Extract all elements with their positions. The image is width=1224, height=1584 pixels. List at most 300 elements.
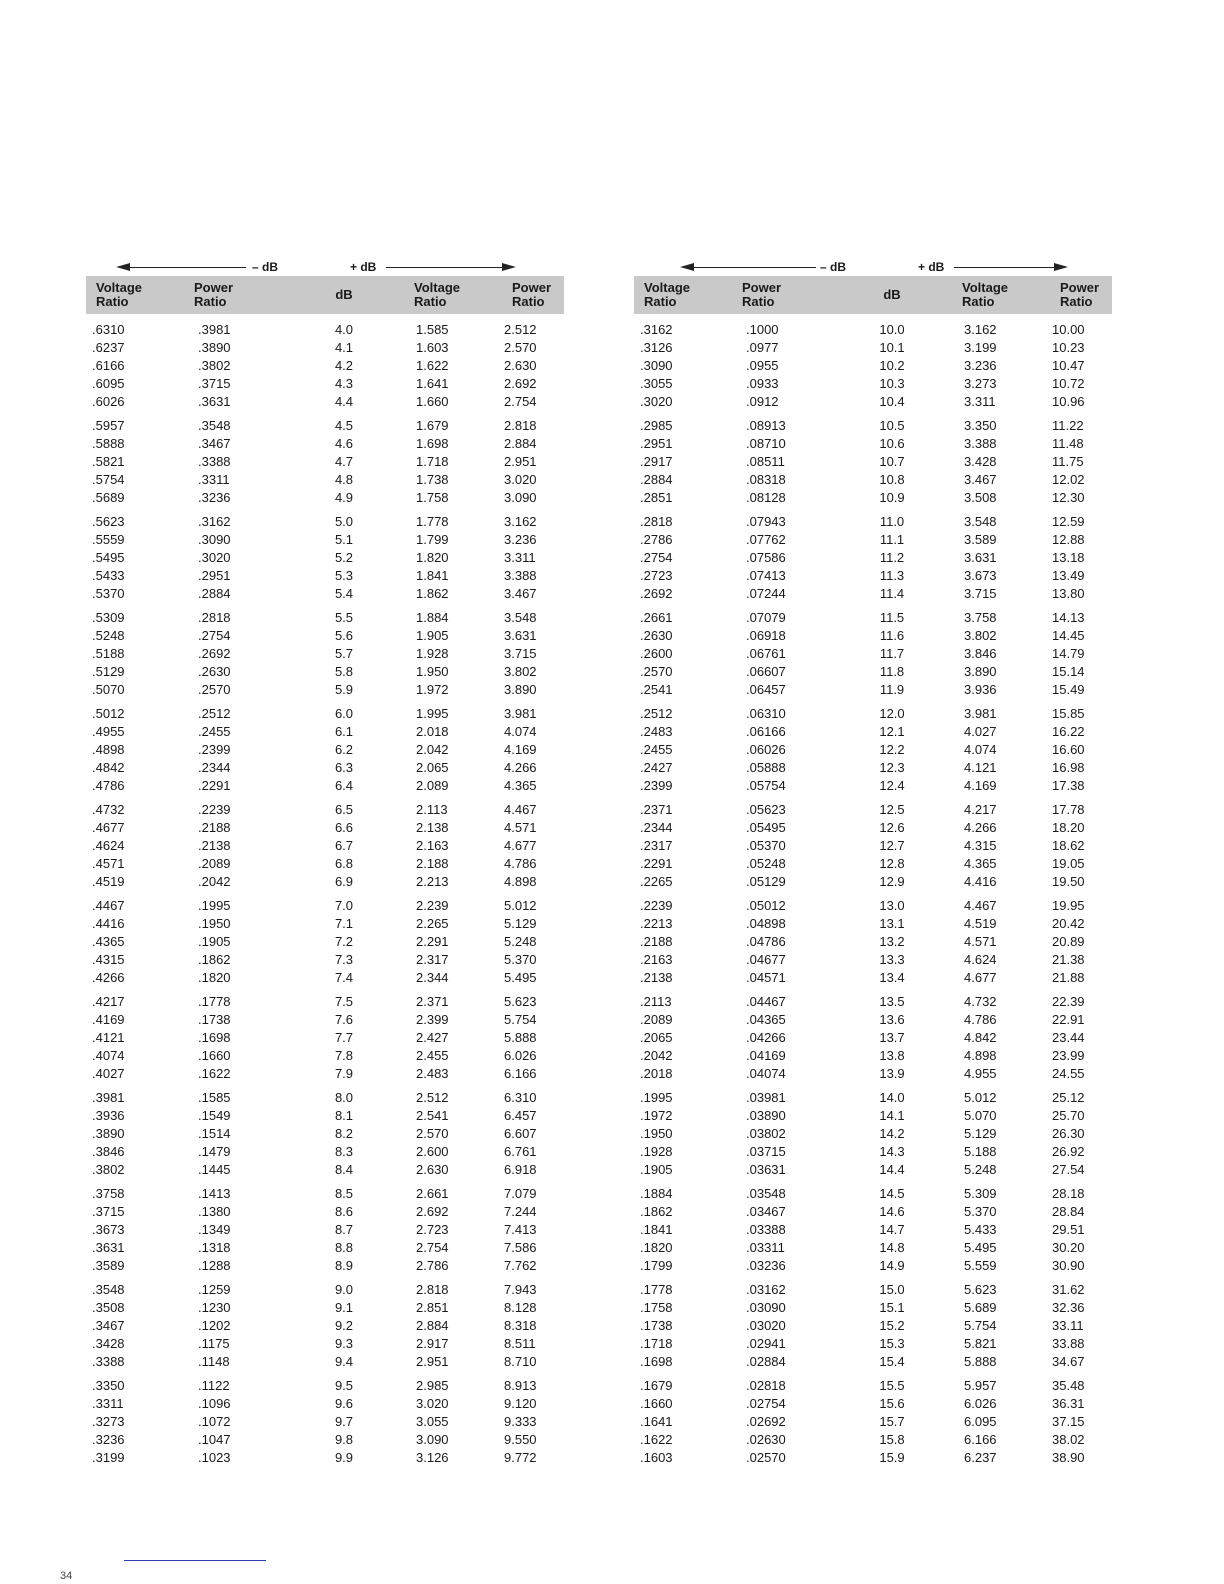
cell-power-ratio-pos: 4.169 xyxy=(504,741,537,757)
table-row xyxy=(634,1316,1112,1334)
cell-power-ratio-neg: .3236 xyxy=(198,489,231,505)
cell-db: 7.4 xyxy=(334,969,354,985)
cell-power-ratio-neg: .08511 xyxy=(746,453,785,469)
cell-voltage-ratio-pos: 2.483 xyxy=(416,1065,449,1081)
cell-voltage-ratio-pos: 4.217 xyxy=(964,801,997,817)
cell-voltage-ratio-neg: .3090 xyxy=(640,357,673,373)
table-row xyxy=(86,338,564,356)
cell-power-ratio-neg: .1445 xyxy=(198,1161,231,1177)
cell-voltage-ratio-pos: 2.018 xyxy=(416,723,449,739)
table-row xyxy=(86,680,564,698)
cell-voltage-ratio-neg: .4121 xyxy=(92,1029,125,1045)
cell-power-ratio-neg: .1950 xyxy=(198,915,231,931)
cell-voltage-ratio-neg: .4842 xyxy=(92,759,125,775)
cell-db: 10.8 xyxy=(879,471,905,487)
cell-voltage-ratio-neg: .2917 xyxy=(640,453,673,469)
cell-power-ratio-neg: .06918 xyxy=(746,627,786,643)
cell-voltage-ratio-neg: .2265 xyxy=(640,873,673,889)
cell-power-ratio-neg: .03715 xyxy=(746,1143,786,1159)
cell-voltage-ratio-neg: .1862 xyxy=(640,1203,673,1219)
cell-db: 10.2 xyxy=(879,357,905,373)
cell-voltage-ratio-neg: .4416 xyxy=(92,915,125,931)
cell-voltage-ratio-pos: 1.585 xyxy=(416,321,449,337)
cell-voltage-ratio-neg: .3508 xyxy=(92,1299,125,1315)
cell-power-ratio-pos: 4.571 xyxy=(504,819,537,835)
cell-power-ratio-neg: .05012 xyxy=(746,897,786,913)
cell-power-ratio-neg: .1349 xyxy=(198,1221,231,1237)
cell-voltage-ratio-neg: .5188 xyxy=(92,645,125,661)
cell-db: 6.7 xyxy=(334,837,354,853)
cell-power-ratio-pos: 4.074 xyxy=(504,723,537,739)
table-row xyxy=(634,854,1112,872)
plus-db-arrow xyxy=(350,258,520,276)
cell-power-ratio-pos: 17.78 xyxy=(1052,801,1085,817)
cell-db: 11.9 xyxy=(879,681,905,697)
cell-voltage-ratio-pos: 2.213 xyxy=(416,873,449,889)
cell-db: 11.3 xyxy=(879,567,905,583)
table-row xyxy=(634,1376,1112,1394)
cell-power-ratio-pos: 35.48 xyxy=(1052,1377,1085,1393)
cell-power-ratio-pos: 5.012 xyxy=(504,897,537,913)
row-group xyxy=(86,704,564,794)
cell-voltage-ratio-neg: .4624 xyxy=(92,837,125,853)
cell-power-ratio-neg: .06026 xyxy=(746,741,786,757)
table-row xyxy=(86,374,564,392)
cell-power-ratio-neg: .1778 xyxy=(198,993,231,1009)
cell-power-ratio-pos: 34.67 xyxy=(1052,1353,1085,1369)
cell-power-ratio-neg: .02941 xyxy=(746,1335,786,1351)
left-table xyxy=(86,258,564,1466)
cell-power-ratio-pos: 2.754 xyxy=(504,393,537,409)
cell-power-ratio-pos: 9.772 xyxy=(504,1449,537,1465)
cell-db: 6.4 xyxy=(334,777,354,793)
cell-voltage-ratio-neg: .3673 xyxy=(92,1221,125,1237)
table-row xyxy=(634,1028,1112,1046)
cell-power-ratio-neg: .1047 xyxy=(198,1431,231,1447)
cell-power-ratio-pos: 38.02 xyxy=(1052,1431,1085,1447)
table-row xyxy=(86,566,564,584)
cell-voltage-ratio-neg: .2138 xyxy=(640,969,673,985)
cell-db: 14.0 xyxy=(879,1089,905,1105)
cell-power-ratio-pos: 11.75 xyxy=(1052,453,1084,469)
table-row xyxy=(86,950,564,968)
cell-voltage-ratio-neg: .1841 xyxy=(640,1221,673,1237)
cell-power-ratio-neg: .07413 xyxy=(746,567,786,583)
cell-voltage-ratio-neg: .1718 xyxy=(640,1335,673,1351)
cell-power-ratio-pos: 5.888 xyxy=(504,1029,537,1045)
cell-power-ratio-pos: 3.020 xyxy=(504,471,537,487)
cell-voltage-ratio-neg: .2344 xyxy=(640,819,673,835)
cell-voltage-ratio-neg: .2483 xyxy=(640,723,673,739)
cell-power-ratio-neg: .06457 xyxy=(746,681,786,697)
table-row xyxy=(634,416,1112,434)
cell-voltage-ratio-pos: 4.467 xyxy=(964,897,997,913)
cell-voltage-ratio-neg: .2512 xyxy=(640,705,673,721)
cell-power-ratio-pos: 15.49 xyxy=(1052,681,1085,697)
cell-voltage-ratio-pos: 2.089 xyxy=(416,777,449,793)
cell-power-ratio-pos: 28.18 xyxy=(1052,1185,1085,1201)
table-row xyxy=(86,1352,564,1370)
table-row xyxy=(86,992,564,1010)
table-row xyxy=(634,704,1112,722)
page-number: 34 xyxy=(60,1570,73,1582)
cell-power-ratio-neg: .03467 xyxy=(746,1203,786,1219)
cell-db: 14.3 xyxy=(879,1143,905,1159)
table-row xyxy=(634,392,1112,410)
cell-db: 11.1 xyxy=(879,531,905,547)
cell-db: 7.0 xyxy=(334,897,354,913)
row-group xyxy=(86,992,564,1082)
cell-power-ratio-neg: .1202 xyxy=(198,1317,231,1333)
cell-db: 14.1 xyxy=(879,1107,905,1123)
cell-voltage-ratio-pos: 3.467 xyxy=(964,471,997,487)
table-row xyxy=(86,1316,564,1334)
cell-db: 6.6 xyxy=(334,819,354,835)
table-row xyxy=(634,488,1112,506)
cell-voltage-ratio-pos: 3.936 xyxy=(964,681,997,697)
row-group xyxy=(86,1184,564,1274)
cell-db: 12.4 xyxy=(879,777,905,793)
cell-power-ratio-pos: 19.50 xyxy=(1052,873,1085,889)
cell-db: 15.8 xyxy=(879,1431,905,1447)
cell-power-ratio-neg: .04571 xyxy=(746,969,786,985)
table-row xyxy=(86,1280,564,1298)
cell-db: 13.0 xyxy=(879,897,905,913)
cell-db: 14.2 xyxy=(879,1125,905,1141)
cell-power-ratio-neg: .02818 xyxy=(746,1377,786,1393)
cell-voltage-ratio-neg: .5623 xyxy=(92,513,125,529)
table-body xyxy=(86,320,564,1466)
cell-voltage-ratio-pos: 2.399 xyxy=(416,1011,449,1027)
table-row xyxy=(86,1088,564,1106)
cell-voltage-ratio-neg: .4266 xyxy=(92,969,125,985)
cell-power-ratio-neg: .07079 xyxy=(746,609,786,625)
plus-db-arrow xyxy=(918,258,1068,276)
cell-voltage-ratio-neg: .3162 xyxy=(640,321,673,337)
cell-voltage-ratio-pos: 2.884 xyxy=(416,1317,449,1333)
cell-power-ratio-neg: .03162 xyxy=(746,1281,786,1297)
cell-power-ratio-pos: 29.51 xyxy=(1052,1221,1085,1237)
cell-db: 7.1 xyxy=(334,915,354,931)
cell-voltage-ratio-pos: 1.841 xyxy=(416,567,449,583)
header-db: dB xyxy=(335,287,353,302)
cell-voltage-ratio-neg: .4519 xyxy=(92,873,125,889)
cell-voltage-ratio-neg: .5248 xyxy=(92,627,125,643)
cell-voltage-ratio-pos: 4.677 xyxy=(964,969,997,985)
cell-voltage-ratio-pos: 6.026 xyxy=(964,1395,997,1411)
cell-db: 8.8 xyxy=(334,1239,354,1255)
table-row xyxy=(634,1238,1112,1256)
cell-power-ratio-neg: .02570 xyxy=(746,1449,786,1465)
cell-db: 13.2 xyxy=(879,933,905,949)
table-row xyxy=(86,1142,564,1160)
table-row xyxy=(86,392,564,410)
cell-voltage-ratio-neg: .5888 xyxy=(92,435,125,451)
table-row xyxy=(634,1430,1112,1448)
table-row xyxy=(634,932,1112,950)
cell-power-ratio-neg: .2188 xyxy=(198,819,231,835)
cell-voltage-ratio-pos: 1.905 xyxy=(416,627,449,643)
cell-db: 9.0 xyxy=(334,1281,354,1297)
cell-voltage-ratio-pos: 4.266 xyxy=(964,819,997,835)
cell-voltage-ratio-pos: 3.388 xyxy=(964,435,997,451)
table-row xyxy=(86,854,564,872)
table-row xyxy=(634,644,1112,662)
row-group xyxy=(86,896,564,986)
cell-power-ratio-pos: 19.95 xyxy=(1052,897,1085,913)
cell-db: 12.1 xyxy=(879,723,905,739)
header-power-ratio: Power Ratio xyxy=(1060,280,1100,309)
cell-db: 5.6 xyxy=(334,627,354,643)
cell-power-ratio-neg: .2239 xyxy=(198,801,231,817)
cell-power-ratio-pos: 22.39 xyxy=(1052,993,1085,1009)
cell-db: 11.0 xyxy=(879,513,905,529)
cell-power-ratio-pos: 24.55 xyxy=(1052,1065,1085,1081)
cell-voltage-ratio-pos: 4.786 xyxy=(964,1011,997,1027)
cell-power-ratio-neg: .06310 xyxy=(746,705,786,721)
cell-power-ratio-pos: 4.677 xyxy=(504,837,537,853)
cell-power-ratio-pos: 3.090 xyxy=(504,489,537,505)
cell-power-ratio-pos: 8.913 xyxy=(504,1377,537,1393)
cell-voltage-ratio-neg: .1641 xyxy=(640,1413,673,1429)
cell-power-ratio-neg: .04169 xyxy=(746,1047,786,1063)
cell-voltage-ratio-pos: 1.758 xyxy=(416,489,449,505)
cell-db: 8.1 xyxy=(334,1107,354,1123)
cell-voltage-ratio-pos: 4.519 xyxy=(964,915,997,931)
table-row xyxy=(86,488,564,506)
cell-voltage-ratio-neg: .2163 xyxy=(640,951,673,967)
cell-db: 10.4 xyxy=(879,393,905,409)
cell-power-ratio-neg: .04266 xyxy=(746,1029,786,1045)
cell-db: 4.2 xyxy=(334,357,354,373)
cell-db: 9.9 xyxy=(334,1449,354,1465)
cell-voltage-ratio-neg: .2818 xyxy=(640,513,673,529)
cell-voltage-ratio-pos: 3.589 xyxy=(964,531,997,547)
cell-power-ratio-neg: .05370 xyxy=(746,837,786,853)
cell-power-ratio-neg: .04786 xyxy=(746,933,786,949)
cell-power-ratio-neg: .1995 xyxy=(198,897,231,913)
cell-voltage-ratio-neg: .3273 xyxy=(92,1413,125,1429)
cell-power-ratio-neg: .1738 xyxy=(198,1011,231,1027)
cell-voltage-ratio-pos: 3.090 xyxy=(416,1431,449,1447)
cell-power-ratio-neg: .1862 xyxy=(198,951,231,967)
cell-db: 9.5 xyxy=(334,1377,354,1393)
cell-db: 6.3 xyxy=(334,759,354,775)
cell-power-ratio-pos: 7.413 xyxy=(504,1221,537,1237)
cell-power-ratio-neg: .2399 xyxy=(198,741,231,757)
cell-voltage-ratio-pos: 2.113 xyxy=(416,801,448,817)
cell-voltage-ratio-neg: .3467 xyxy=(92,1317,125,1333)
cell-db: 11.8 xyxy=(879,663,905,679)
cell-power-ratio-neg: .1660 xyxy=(198,1047,231,1063)
cell-power-ratio-pos: 18.62 xyxy=(1052,837,1085,853)
cell-voltage-ratio-pos: 5.070 xyxy=(964,1107,997,1123)
cell-voltage-ratio-neg: .4786 xyxy=(92,777,125,793)
cell-voltage-ratio-neg: .4169 xyxy=(92,1011,125,1027)
table-row xyxy=(86,1412,564,1430)
header-voltage-ratio: Voltage Ratio xyxy=(96,280,142,309)
cell-voltage-ratio-pos: 2.455 xyxy=(416,1047,449,1063)
right-arrowhead-icon xyxy=(1052,258,1072,276)
cell-power-ratio-pos: 3.715 xyxy=(504,645,537,661)
cell-voltage-ratio-pos: 1.679 xyxy=(416,417,449,433)
table-row xyxy=(86,1298,564,1316)
cell-voltage-ratio-neg: .3126 xyxy=(640,339,673,355)
cell-db: 13.7 xyxy=(879,1029,905,1045)
table-header xyxy=(86,276,564,314)
cell-power-ratio-neg: .2138 xyxy=(198,837,231,853)
table-row xyxy=(634,992,1112,1010)
cell-voltage-ratio-pos: 3.126 xyxy=(416,1449,449,1465)
cell-power-ratio-neg: .05495 xyxy=(746,819,786,835)
cell-db: 14.4 xyxy=(879,1161,905,1177)
cell-voltage-ratio-neg: .3890 xyxy=(92,1125,125,1141)
table-row xyxy=(634,1010,1112,1028)
cell-voltage-ratio-neg: .3631 xyxy=(92,1239,125,1255)
cell-voltage-ratio-neg: .1820 xyxy=(640,1239,673,1255)
cell-db: 8.9 xyxy=(334,1257,354,1273)
cell-voltage-ratio-neg: .2692 xyxy=(640,585,673,601)
cell-db: 10.7 xyxy=(879,453,905,469)
cell-voltage-ratio-pos: 1.603 xyxy=(416,339,449,355)
table-row xyxy=(86,1376,564,1394)
cell-voltage-ratio-neg: .1679 xyxy=(640,1377,673,1393)
cell-power-ratio-pos: 5.623 xyxy=(504,993,537,1009)
cell-db: 5.4 xyxy=(334,585,354,601)
cell-voltage-ratio-pos: 2.951 xyxy=(416,1353,449,1369)
cell-power-ratio-pos: 3.981 xyxy=(504,705,537,721)
table-row xyxy=(634,1256,1112,1274)
cell-power-ratio-pos: 28.84 xyxy=(1052,1203,1085,1219)
cell-power-ratio-pos: 5.495 xyxy=(504,969,537,985)
cell-power-ratio-pos: 5.129 xyxy=(504,915,537,931)
cell-power-ratio-pos: 2.512 xyxy=(504,321,537,337)
row-group xyxy=(634,1088,1112,1178)
cell-voltage-ratio-pos: 3.055 xyxy=(416,1413,449,1429)
cell-db: 14.9 xyxy=(879,1257,905,1273)
cell-voltage-ratio-pos: 5.623 xyxy=(964,1281,997,1297)
cell-power-ratio-neg: .03388 xyxy=(746,1221,786,1237)
cell-power-ratio-neg: .04898 xyxy=(746,915,786,931)
cell-power-ratio-neg: .04365 xyxy=(746,1011,786,1027)
cell-db: 12.9 xyxy=(879,873,905,889)
row-group xyxy=(634,608,1112,698)
cell-voltage-ratio-neg: .2851 xyxy=(640,489,673,505)
cell-voltage-ratio-neg: .2213 xyxy=(640,915,673,931)
table-row xyxy=(634,1220,1112,1238)
cell-voltage-ratio-neg: .6237 xyxy=(92,339,125,355)
header-power-ratio: Power Ratio xyxy=(512,280,552,309)
cell-power-ratio-neg: .1514 xyxy=(198,1125,231,1141)
cell-power-ratio-pos: 11.22 xyxy=(1052,417,1084,433)
cell-db: 5.8 xyxy=(334,663,354,679)
cell-power-ratio-pos: 3.890 xyxy=(504,681,537,697)
cell-db: 12.8 xyxy=(879,855,905,871)
cell-voltage-ratio-neg: .1758 xyxy=(640,1299,673,1315)
cell-db: 14.5 xyxy=(879,1185,905,1201)
cell-voltage-ratio-pos: 3.631 xyxy=(964,549,997,565)
cell-power-ratio-neg: .1023 xyxy=(198,1449,231,1465)
table-row xyxy=(86,914,564,932)
cell-db: 11.4 xyxy=(879,585,905,601)
cell-voltage-ratio-neg: .1995 xyxy=(640,1089,673,1105)
cell-db: 9.8 xyxy=(334,1431,354,1447)
cell-voltage-ratio-neg: .4571 xyxy=(92,855,125,871)
cell-power-ratio-pos: 23.99 xyxy=(1052,1047,1085,1063)
cell-voltage-ratio-pos: 1.950 xyxy=(416,663,449,679)
row-group xyxy=(86,608,564,698)
cell-power-ratio-neg: .3802 xyxy=(198,357,231,373)
table-row xyxy=(86,932,564,950)
header-db: dB xyxy=(883,287,901,302)
cell-power-ratio-pos: 20.42 xyxy=(1052,915,1085,931)
cell-power-ratio-pos: 15.14 xyxy=(1052,663,1085,679)
table-row xyxy=(86,872,564,890)
cell-power-ratio-neg: .1413 xyxy=(198,1185,231,1201)
cell-db: 6.5 xyxy=(334,801,354,817)
cell-voltage-ratio-pos: 3.236 xyxy=(964,357,997,373)
row-group xyxy=(634,704,1112,794)
cell-power-ratio-pos: 2.630 xyxy=(504,357,537,373)
cell-db: 12.5 xyxy=(879,801,905,817)
cell-power-ratio-neg: .0955 xyxy=(746,357,779,373)
table-row xyxy=(634,512,1112,530)
cell-voltage-ratio-pos: 5.957 xyxy=(964,1377,997,1393)
cell-voltage-ratio-neg: .4074 xyxy=(92,1047,125,1063)
cell-voltage-ratio-pos: 2.851 xyxy=(416,1299,449,1315)
cell-voltage-ratio-pos: 3.802 xyxy=(964,627,997,643)
table-row xyxy=(86,320,564,338)
cell-power-ratio-pos: 22.91 xyxy=(1052,1011,1085,1027)
cell-db: 13.6 xyxy=(879,1011,905,1027)
cell-voltage-ratio-neg: .3758 xyxy=(92,1185,125,1201)
cell-power-ratio-pos: 15.85 xyxy=(1052,705,1085,721)
cell-power-ratio-neg: .3631 xyxy=(198,393,231,409)
cell-power-ratio-neg: .03548 xyxy=(746,1185,786,1201)
row-group xyxy=(634,800,1112,890)
cell-power-ratio-neg: .05888 xyxy=(746,759,786,775)
cell-power-ratio-neg: .03631 xyxy=(746,1161,786,1177)
cell-power-ratio-pos: 14.79 xyxy=(1052,645,1085,661)
table-row xyxy=(86,1010,564,1028)
cell-power-ratio-pos: 36.31 xyxy=(1052,1395,1085,1411)
db-direction-row xyxy=(634,258,1112,276)
table-row xyxy=(634,740,1112,758)
cell-power-ratio-pos: 33.11 xyxy=(1052,1317,1084,1333)
cell-power-ratio-neg: .1585 xyxy=(198,1089,231,1105)
row-group xyxy=(86,416,564,506)
cell-power-ratio-neg: .2455 xyxy=(198,723,231,739)
cell-power-ratio-neg: .0933 xyxy=(746,375,779,391)
cell-voltage-ratio-pos: 5.754 xyxy=(964,1317,997,1333)
cell-power-ratio-pos: 16.98 xyxy=(1052,759,1085,775)
table-row xyxy=(86,776,564,794)
cell-voltage-ratio-neg: .1698 xyxy=(640,1353,673,1369)
cell-power-ratio-neg: .3388 xyxy=(198,453,231,469)
table-row xyxy=(86,548,564,566)
cell-voltage-ratio-pos: 2.692 xyxy=(416,1203,449,1219)
cell-power-ratio-neg: .2754 xyxy=(198,627,231,643)
cell-db: 15.5 xyxy=(879,1377,905,1393)
table-row xyxy=(634,1184,1112,1202)
cell-voltage-ratio-neg: .2600 xyxy=(640,645,673,661)
cell-voltage-ratio-neg: .6026 xyxy=(92,393,125,409)
cell-power-ratio-neg: .2951 xyxy=(198,567,231,583)
cell-power-ratio-pos: 3.548 xyxy=(504,609,537,625)
cell-power-ratio-pos: 12.02 xyxy=(1052,471,1085,487)
cell-voltage-ratio-neg: .2951 xyxy=(640,435,673,451)
cell-power-ratio-neg: .3311 xyxy=(198,471,230,487)
